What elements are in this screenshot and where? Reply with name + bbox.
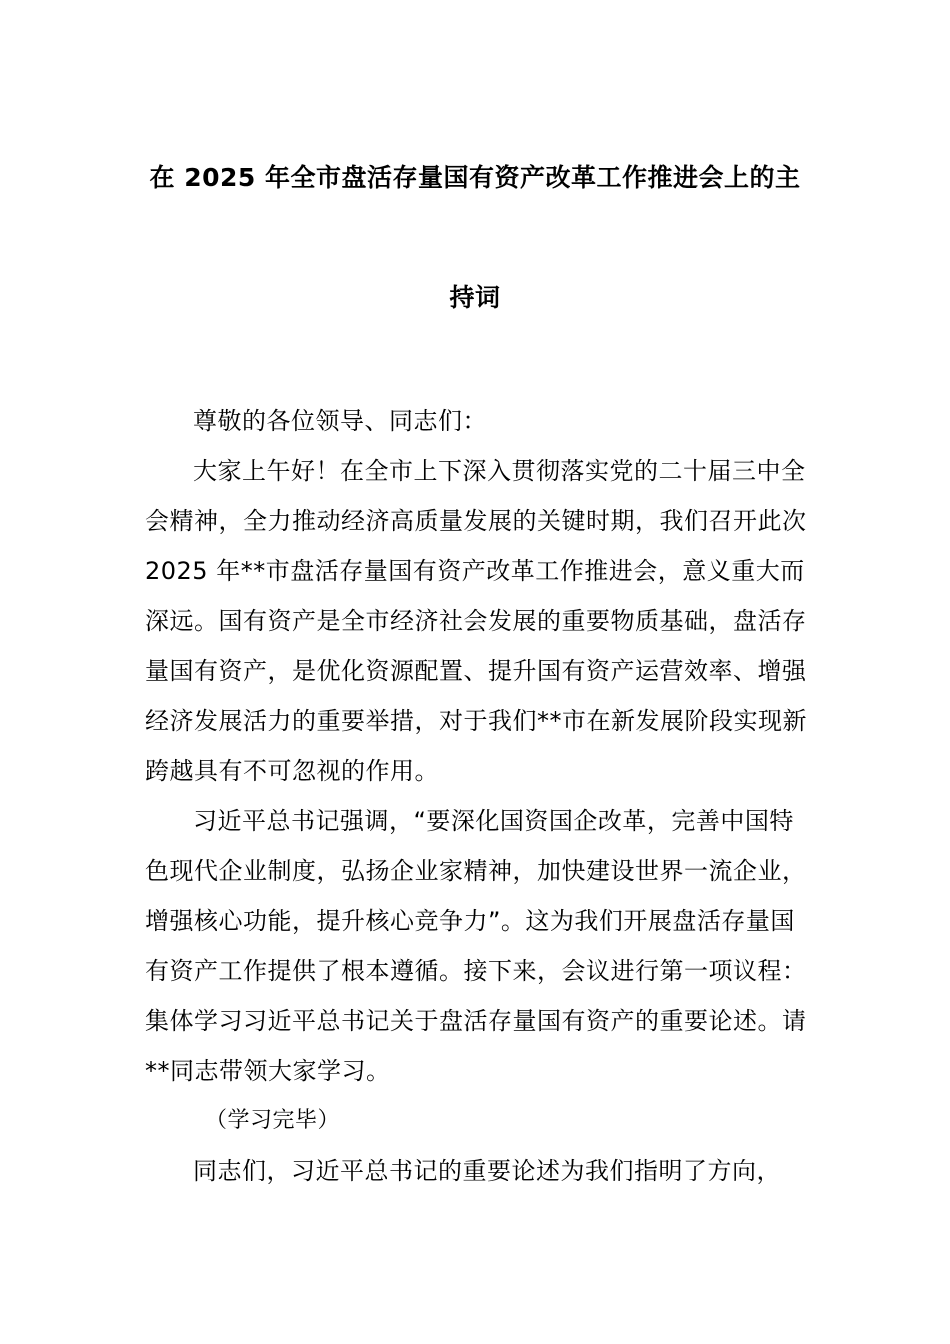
study-complete-note: （学习完毕） xyxy=(205,1108,341,1133)
paragraph-2: 习近平总书记强调，“要深化国资国企改革，完善中国特色现代企业制度，弘扬企业家精神，加快建设世界一流企业，增强核心功能，提升核心竞争力”。这为我们开展盘活存量国有资产工作提供了根本遵循。接下来，会议进行第一项议程：集体学习习近平总书记关于盘活存量国有资产的重要论述。请**同志带领大家学习。 xyxy=(145,807,807,1085)
document-title-line-1: 在 2025 年全市盘活存量国有资产改革工作推进会上的主 xyxy=(149,163,801,192)
note-block xyxy=(145,1096,810,1146)
paragraph-2-block xyxy=(145,796,810,1096)
document-title-line-2: 持词 xyxy=(449,283,501,312)
greeting: 尊敬的各位领导、同志们： xyxy=(193,407,487,435)
paragraph-3: 同志们，习近平总书记的重要论述为我们指明了方向， xyxy=(193,1157,781,1185)
paragraph-3-block xyxy=(145,1146,810,1196)
greeting-block xyxy=(145,396,810,446)
paragraph-1-block xyxy=(145,446,810,796)
paragraph-1: 大家上午好！在全市上下深入贯彻落实党的二十届三中全会精神，全力推动经济高质量发展的关键时期，我们召开此次 2025 年**市盘活存量国有资产改革工作推进会，意义重大而深远。国有资产是全市经济社会发展的重要物质基础，盘活存量国有资产，是优化资源配置、提升国有资产运营效率、增强经济发展活力的重要举措，对于我们**市在新发展阶段实现新跨越具有不可忽视的作用。 xyxy=(145,457,807,785)
